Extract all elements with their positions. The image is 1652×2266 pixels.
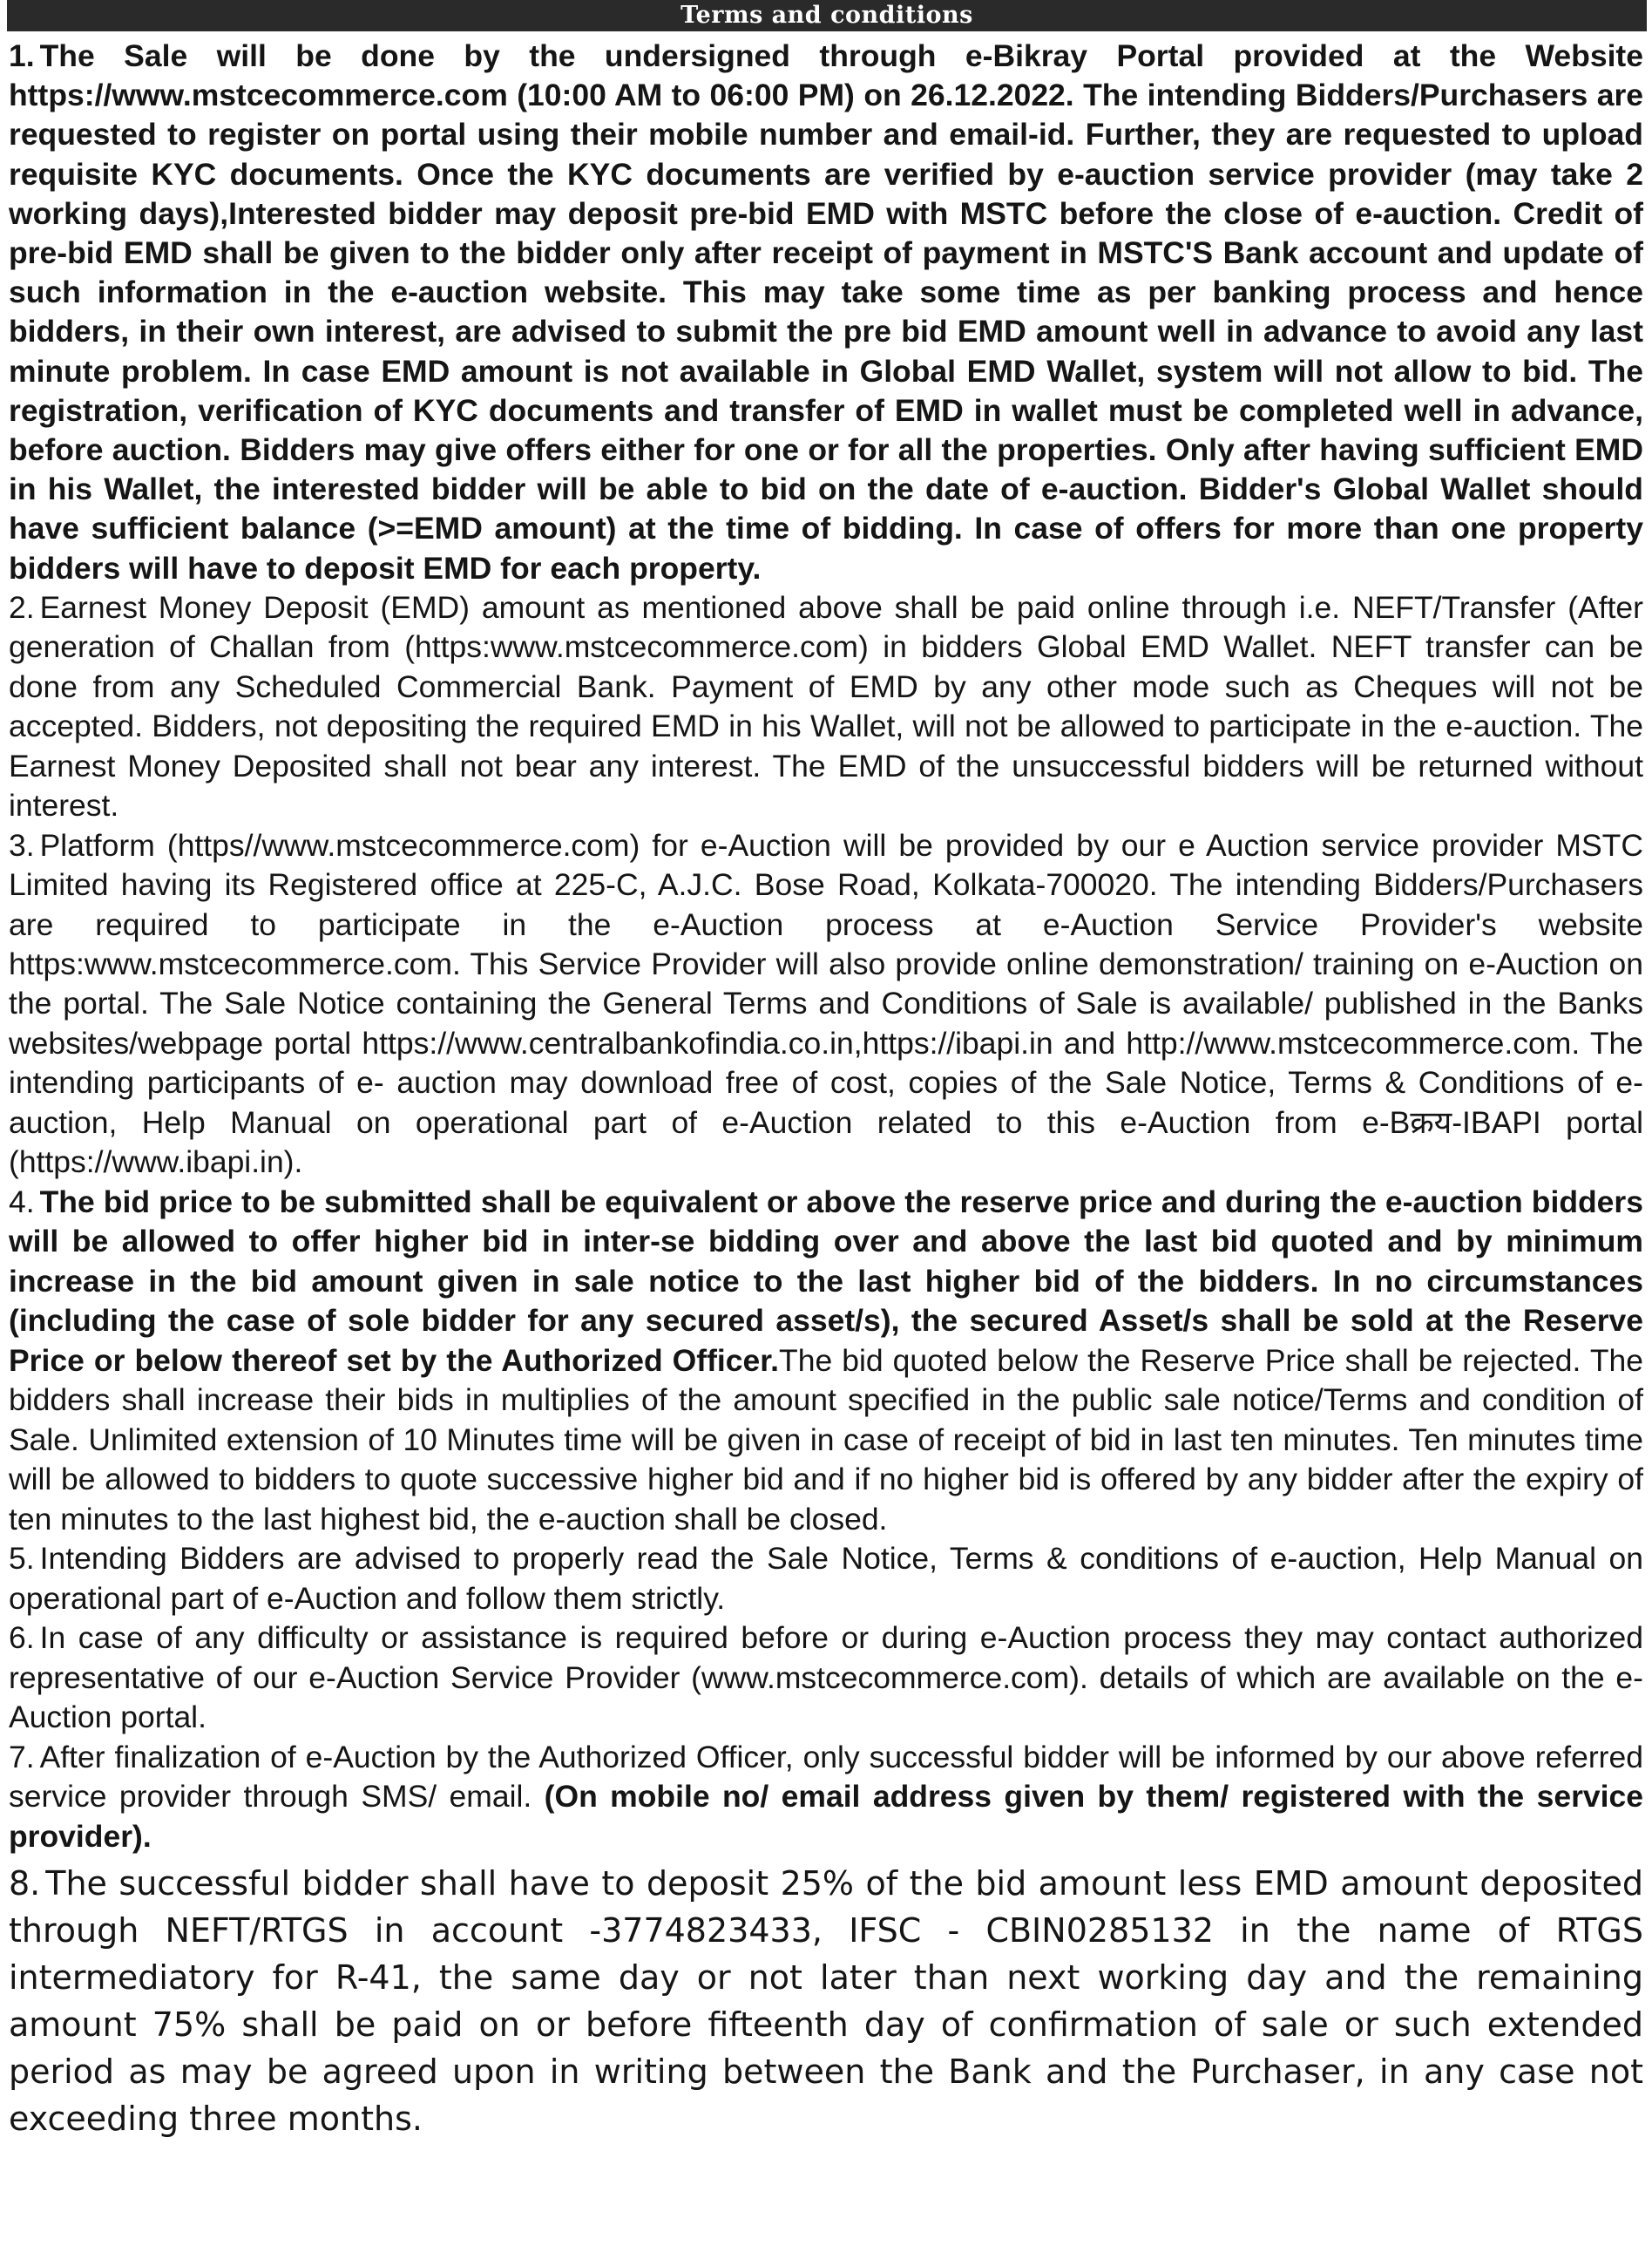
clause-2-number: 2. bbox=[9, 589, 35, 625]
clause-1 bbox=[9, 37, 1643, 588]
clause-4-number: 4. bbox=[9, 1184, 35, 1219]
clauses-list bbox=[7, 37, 1647, 2142]
clause-8-number: 8. bbox=[9, 1864, 41, 1903]
clause-4-bold-text: The bid price to be submitted shall be equivalent or above the reserve price and during the e-auction bidders will be allowed to offer higher bid in inter-se bidding over and above the last bid quoted and by minimum increase in the bid amount given in sale notice to the last higher bid of the bidders. In no circumstances (including the case of sole bidder for any secured asset/s), the secured Asset/s shall be sold at the Reserve Price or below thereof set by the Authorized Officer. bbox=[9, 1184, 1643, 1378]
clause-7-number: 7. bbox=[9, 1739, 35, 1774]
clause-3-text: Platform (https//www.mstcecommerce.com) for e-Auction will be provided by our e Auction service provider MSTC Limited having its Registered office at 225-C, A.J.C. Bose Road, Kolkata-700020. The intending Bidders/Purchasers are required to participate in the e-Auction process at e-Auction Service Provider's website https:www.mstcecommerce.com. This Service Provider will also provide online demonstration/ training on e-Auction on the portal. The Sale Notice containing the General Terms and Conditions of Sale is available/ published in the Banks websites/webpage portal https://www.centralbankofindia.co.in,https://ibapi.in and http://www.mstcecommerce.com. The intending participants of e- auction may download free of cost, copies of the Sale Notice, Terms & Conditions of e-auction, Help Manual on operational part of e-Auction related to this e-Auction from e-Bक्रय-IBAPI portal (https://www.ibapi.in). bbox=[9, 827, 1643, 1180]
clause-6 bbox=[9, 1618, 1643, 1738]
clause-6-number: 6. bbox=[9, 1620, 35, 1655]
clause-3 bbox=[9, 826, 1643, 1183]
clause-5-text: Intending Bidders are advised to properly read the Sale Notice, Terms & conditions of e-auction, Help Manual on operational part of e-Auction and follow them strictly. bbox=[9, 1541, 1643, 1616]
clause-3-number: 3. bbox=[9, 827, 35, 863]
clause-2-text: Earnest Money Deposit (EMD) amount as mentioned above shall be paid online through i.e. NEFT/Transfer (After generation of Challan from (https:www.mstcecommerce.com) in bidders Global EMD Wallet. NEFT transfer can be done from any Scheduled Commercial Bank. Payment of EMD by any other mode such as Cheques will not be accepted. Bidders, not depositing the required EMD in his Wallet, will not be allowed to participate in the e-auction. The Earnest Money Deposited shall not bear any interest. The EMD of the unsuccessful bidders will be returned without interest. bbox=[9, 589, 1643, 824]
clause-7-regular-text: After finalization of e-Auction by the Authorized Officer, only successful bidder will be informed by our above referred service provider through SMS/ email. bbox=[9, 1739, 1643, 1814]
clause-1-text: The Sale will be done by the undersigned through e-Bikray Portal provided at the Website https://www.mstcecommerce.com (10:00 AM to 06:00 PM) on 26.12.2022. The intending Bidders/Purchasers are requested to register on portal using their mobile number and email-id. Further, they are requested to upload requisite KYC documents. Once the KYC documents are verified by e-auction service provider (may take 2 working days),Interested bidder may deposit pre-bid EMD with MSTC before the close of e-auction. Credit of pre-bid EMD shall be given to the bidder only after receipt of payment in MSTC'S Bank account and update of such information in the e-auction website. This may take some time as per banking process and hence bidders, in their own interest, are advised to submit the pre bid EMD amount well in advance to avoid any last minute problem. In case EMD amount is not available in Global EMD Wallet, system will not allow to bid. The registration, verification of KYC documents and transfer of EMD in wallet must be completed well in advance, before auction. Bidders may give offers either for one or for all the properties. Only after having sufficient EMD in his Wallet, the interested bidder will be able to bid on the date of e-auction. Bidder's Global Wallet should have sufficient balance (>=EMD amount) at the time of bidding. In case of offers for more than one property bidders will have to deposit EMD for each property. bbox=[9, 38, 1643, 586]
clause-6-text: In case of any difficulty or assistance is required before or during e-Auction process they may contact authorized representative of our e-Auction Service Provider (www.mstcecommerce.com). details of which are available on the e-Auction portal. bbox=[9, 1620, 1643, 1734]
clause-8-text: The successful bidder shall have to deposit 25% of the bid amount less EMD amount deposited through NEFT/RTGS in account -3774823433, IFSC - CBIN0285132 in the name of RTGS intermediatory for R-41, the same day or not later than next working day and the remaining amount 75% shall be paid on or before fifteenth day of confirmation of sale or such extended period as may be agreed upon in writing between the Bank and the Purchaser, in any case not exceeding three months. bbox=[9, 1864, 1643, 2138]
clause-2 bbox=[9, 588, 1643, 826]
clause-7 bbox=[9, 1738, 1643, 1857]
clause-5 bbox=[9, 1539, 1643, 1618]
clause-4-regular-text: The bid quoted below the Reserve Price shall be rejected. The bidders shall increase their bids in multiplies of the amount specified in the public sale notice/Terms and condition of Sale. Unlimited extension of 10 Minutes time will be given in case of receipt of bid in last ten minutes. Ten minutes time will be allowed to bidders to quote successive higher bid and if no higher bid is offered by any bidder after the expiry of ten minutes to the last highest bid, the e-auction shall be closed. bbox=[9, 1342, 1643, 1537]
clause-4 bbox=[9, 1183, 1643, 1540]
terms-title: Terms and conditions bbox=[680, 2, 973, 29]
clause-7-bold-text: (On mobile no/ email address given by them/ registered with the service provider). bbox=[9, 1779, 1643, 1854]
clause-1-number: 1. bbox=[9, 38, 35, 73]
clause-5-number: 5. bbox=[9, 1541, 35, 1576]
clause-8 bbox=[9, 1860, 1643, 2142]
terms-title-bar bbox=[7, 0, 1647, 31]
